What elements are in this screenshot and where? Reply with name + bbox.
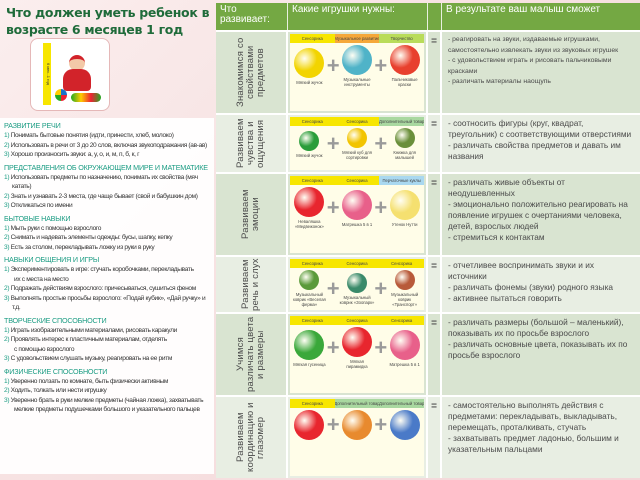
- plus-sign: +: [374, 275, 388, 301]
- toy-items: [290, 43, 424, 87]
- equals-sign: =: [428, 314, 442, 395]
- toy-items: [290, 126, 424, 160]
- section-heading: РАЗВИТИЕ РЕЧИ: [4, 121, 61, 130]
- header-result: В результате ваш малыш сможет: [446, 4, 601, 15]
- toy-caption: Мягкая пирамидка: [346, 359, 368, 369]
- skill-item: [4, 192, 210, 202]
- toy-caption: Матрешка 5 в 1: [341, 221, 373, 227]
- item-text: мелкие предметы подушечками большого и указательного пальцев: [14, 406, 200, 413]
- baby-photo: [30, 38, 110, 111]
- item-number: 2): [4, 192, 10, 200]
- item-text: Снимать и надевать элементы одежды: бусы, шапку, кепку: [10, 234, 173, 241]
- result-line: - самостоятельно выполнять действия с предметами: перекладывать, выкладывать, перемещать, проталкивать, стучать: [448, 400, 618, 432]
- toy-tags: [290, 176, 424, 185]
- toys-cell: [288, 115, 428, 172]
- category-label: Развиваем эмоции: [240, 189, 261, 240]
- toy-item: [340, 327, 375, 369]
- plus-sign: +: [326, 275, 340, 301]
- toys-image: [290, 259, 424, 310]
- toys-cell: [288, 32, 428, 113]
- toy-tag: Сенсорика: [379, 259, 424, 268]
- toy-image: [347, 128, 367, 148]
- toy-item: [292, 270, 327, 307]
- toy-tags: [290, 117, 424, 126]
- age-label: 6 мес.-1 год: [43, 43, 51, 105]
- category-cell: [216, 32, 288, 113]
- skill-item: [4, 265, 210, 275]
- item-text: Уверенно брать в руки мелкие предметы (чайная ложка), захватывать: [10, 396, 204, 404]
- result-cell: [442, 397, 640, 478]
- item-text: их с места на место: [14, 275, 69, 283]
- skill-item: [4, 150, 210, 160]
- category-label: Развиваем координацию и глазомер: [235, 402, 266, 473]
- toy-caption: Мягкая гусеница: [293, 361, 326, 367]
- toy-caption: Музыкальные инструменты: [343, 77, 371, 87]
- toy-image: [390, 190, 420, 220]
- toy-image: [342, 327, 372, 357]
- result-cell: [442, 174, 640, 255]
- result-line: - захватывать предмет ладонью, большим и указательным пальцами: [448, 433, 619, 454]
- category-label: Развиваем чувства и ощущения: [235, 118, 266, 169]
- plus-sign: +: [374, 195, 388, 220]
- toys-image: [290, 117, 424, 170]
- item-text: С удовольствием слушать музыку, реагировать на ее ритм: [10, 355, 173, 362]
- toy-image: [294, 187, 324, 217]
- skill-item: [4, 224, 210, 234]
- skill-item-continuation: [4, 405, 210, 415]
- result-line: - различать фонемы (звуки) родного языка: [448, 282, 613, 292]
- item-number: 3): [4, 151, 10, 158]
- caterpillar-image: [71, 93, 101, 102]
- toy-item: [340, 128, 375, 160]
- toy-tag: Сенсорика: [335, 117, 380, 126]
- result-line: - эмоционально положительно реагировать на появление игрушек с очертаниями человека, детей, взрослых людей: [448, 199, 628, 231]
- section-heading: ПРЕДСТАВЛЕНИЯ ОБ ОКРУЖАЮЩЕМ МИРЕ И МАТЕМАТИКЕ: [4, 162, 208, 172]
- toy-image: [390, 330, 420, 360]
- toy-image: [395, 128, 415, 148]
- skill-item: [4, 131, 210, 141]
- toy-image: [294, 48, 324, 78]
- table-row: [216, 312, 640, 395]
- toy-item: [387, 410, 422, 440]
- result-cell: [442, 115, 640, 172]
- skill-item: [4, 201, 210, 211]
- table-row: [216, 395, 640, 478]
- result-line: - стремиться к контактам: [448, 232, 545, 242]
- toy-caption: Музыкальный коврик «Веселая ферма»: [292, 292, 326, 307]
- toy-caption: Книжка для малышей: [393, 150, 416, 160]
- section-heading: НАВЫКИ ОБЩЕНИЯ И ИГРЫ: [4, 255, 100, 264]
- item-text: Уверенно ползать по комнате, быть физически активным: [10, 377, 169, 385]
- toy-item: [387, 190, 422, 227]
- result-line: - соотносить фигуры (круг, квадрат, треугольник) с соответствующими отверстиями: [448, 118, 632, 139]
- table-header: [216, 3, 640, 30]
- plus-sign: +: [374, 412, 388, 437]
- toy-item: [340, 190, 375, 227]
- toy-tag: Перчаточные куклы: [379, 176, 424, 185]
- result-line: - различать размеры (большой – маленький), показывать их по просьбе взрослого: [448, 317, 624, 338]
- toy-item: [340, 273, 375, 305]
- category-label: Развиваем речь и слух: [240, 258, 261, 311]
- equals-sign: =: [428, 32, 442, 113]
- toys-cell: [288, 314, 428, 395]
- toys-image: [290, 316, 424, 393]
- item-number: 3): [4, 355, 10, 362]
- item-number: 1): [4, 173, 10, 181]
- toy-caption: Утенок Нутти: [391, 221, 418, 227]
- item-text: Использовать в речи от 3 до 20 слов, включая звукоподражания (ав-ав): [10, 141, 207, 149]
- plus-sign: +: [326, 335, 340, 360]
- table-row: [216, 255, 640, 312]
- equals-sign: =: [428, 397, 442, 478]
- equals-sign: =: [428, 115, 442, 172]
- toy-image: [342, 410, 372, 440]
- toys-cell: [288, 397, 428, 478]
- toy-item: [340, 410, 375, 440]
- toy-image: [299, 270, 319, 290]
- item-text: Хорошо произносить звуки: а, у, о, и, м, п, б, к, г: [10, 151, 140, 158]
- equals-sign: =: [428, 174, 442, 255]
- toy-caption: Матрешка 5 в 1: [389, 361, 420, 367]
- toy-tags: [290, 34, 424, 43]
- toy-caption: Мягкий куб для сортировки: [342, 150, 372, 160]
- toy-caption: Музыкальный коврик «Зоопарк»: [339, 294, 375, 305]
- plus-sign: +: [326, 195, 340, 220]
- equals-sign: =: [428, 257, 442, 312]
- toy-caption: Мягкий жучок: [296, 152, 323, 158]
- skill-item: [4, 141, 210, 151]
- toy-image: [395, 270, 415, 290]
- toy-tag: Сенсорика: [335, 176, 380, 185]
- category-cell: [216, 257, 288, 312]
- toys-image: [290, 34, 424, 111]
- skill-item: [4, 294, 210, 313]
- plus-sign: +: [374, 53, 388, 78]
- page-title: Что должен уметь ребенок в возрасте 6 месяцев 1 год: [6, 5, 210, 37]
- toy-tag: Музыкальное развитие: [334, 36, 380, 41]
- skill-item-continuation: [4, 345, 210, 355]
- toys-cell: [288, 257, 428, 312]
- item-number: 3): [4, 294, 10, 302]
- toy-items: [290, 185, 424, 229]
- category-cell: [216, 115, 288, 172]
- toy-tag: Сенсорика: [290, 34, 335, 43]
- item-number: 1): [4, 377, 10, 385]
- item-text: Выполнять простые просьбы взрослого: «Подай кубик», «Дай ручку» и т.д.: [10, 294, 206, 311]
- skill-item: [4, 233, 210, 243]
- toy-caption: Неваляшка «Медвежонок»: [294, 219, 324, 229]
- header-toys: Какие игрушки нужны:: [288, 3, 428, 30]
- toy-item: [292, 410, 327, 440]
- toy-tags: [290, 259, 424, 268]
- toys-image: [290, 176, 424, 253]
- toy-item: [292, 330, 327, 367]
- toy-item: [292, 48, 327, 85]
- toy-image: [390, 45, 420, 75]
- plus-sign: +: [374, 335, 388, 360]
- header-what: Что развивает:: [216, 3, 288, 30]
- skill-item: [4, 243, 210, 253]
- item-text: Знать и узнавать 2-3 места, где чаще бывает (свой и бабушкин дом): [10, 192, 198, 200]
- result-cell: [442, 257, 640, 312]
- category-cell: [216, 314, 288, 395]
- toy-tag: Сенсорика: [290, 316, 335, 325]
- toy-tag: Дополнительный товар: [379, 401, 425, 406]
- table-row: [216, 113, 640, 172]
- plus-sign: +: [326, 412, 340, 437]
- item-text: Играть изобразительными материалами, рисовать каракули: [10, 326, 177, 334]
- toy-tag: Сенсорика: [290, 399, 335, 408]
- category-label: Знакомимся со свойствами предметов: [235, 37, 266, 108]
- toy-tag: Дополнительный товар: [379, 119, 425, 124]
- result-line: - реагировать на звуки, издаваемые игрушками, самостоятельно извлекать звуки из звуковых игрушек: [448, 36, 619, 54]
- plus-sign: +: [326, 131, 340, 156]
- toy-tag: Сенсорика: [379, 316, 424, 325]
- item-number: 2): [4, 387, 10, 394]
- toy-items: [290, 325, 424, 369]
- toy-image: [299, 131, 319, 151]
- toy-items: [290, 268, 424, 307]
- skill-item: [4, 354, 210, 364]
- item-number: 1): [4, 132, 10, 139]
- item-text: Проявлять интерес к пластичным материалам, отделять: [10, 336, 167, 343]
- toys-image: [290, 399, 424, 476]
- toy-tag: Сенсорика: [290, 117, 335, 126]
- skill-item: [4, 386, 210, 396]
- category-cell: [216, 397, 288, 478]
- toy-items: [290, 408, 424, 440]
- toy-tag: Сенсорика: [290, 259, 335, 268]
- header-eq: [428, 3, 442, 30]
- toys-table: [216, 3, 640, 478]
- result-line: - различать материалы наощупь: [448, 78, 551, 85]
- toy-item: [340, 45, 375, 87]
- toys-cell: [288, 174, 428, 255]
- section-heading: БЫТОВЫЕ НАВЫКИ: [4, 213, 71, 223]
- section-heading: ТВОРЧЕСКИЕ СПОСОБНОСТИ: [4, 315, 107, 325]
- skill-item: [4, 284, 210, 294]
- toy-image: [294, 330, 324, 360]
- item-text: Ходить, толкать или нести игрушку: [10, 387, 107, 394]
- plus-sign: +: [326, 53, 340, 78]
- skill-item: [4, 173, 210, 192]
- table-row: [216, 172, 640, 255]
- toy-tag: Сенсорика: [335, 259, 380, 268]
- section-heading: ФИЗИЧЕСКИЕ СПОСОБНОСТИ: [4, 366, 108, 376]
- item-text: Использовать предметы по назначению, понимать их свойства (мяч катать): [10, 173, 198, 190]
- item-number: 2): [4, 234, 10, 241]
- item-number: 2): [4, 336, 10, 343]
- item-number: 3): [4, 202, 10, 209]
- skill-item: [4, 396, 210, 406]
- item-text: с помощью взрослого: [14, 345, 75, 353]
- item-text: Подражать действиям взрослого: причесываться, сушиться феном: [10, 285, 196, 292]
- result-cell: [442, 314, 640, 395]
- item-number: 1): [4, 224, 10, 232]
- result-cell: [442, 32, 640, 113]
- toy-image: [294, 410, 324, 440]
- toy-item: [292, 131, 327, 158]
- item-number: 3): [4, 243, 10, 251]
- result-line: - различать основные цвета, показывать их по просьбе взрослого: [448, 339, 628, 360]
- item-number: 3): [4, 396, 10, 404]
- item-number: 2): [4, 141, 10, 149]
- category-cell: [216, 174, 288, 255]
- item-number: 1): [4, 326, 10, 334]
- toy-item: [387, 45, 422, 87]
- toy-caption: Мягкий жучок: [296, 79, 323, 85]
- toy-image: [390, 410, 420, 440]
- item-number: 1): [4, 266, 10, 273]
- result-line: - различать живые объекты от неодушевленных: [448, 177, 565, 198]
- plus-sign: +: [374, 131, 388, 156]
- item-text: Понимать бытовые понятия (идти, принести, хлеб, молоко): [10, 132, 174, 139]
- toy-image: [342, 190, 372, 220]
- item-text: Экспериментировать в игре: стучать коробочками, перекладывать: [10, 266, 194, 273]
- skill-item: [4, 326, 210, 336]
- toy-tag: Творчество: [379, 34, 424, 43]
- toy-item: [292, 187, 327, 229]
- toy-tags: [290, 399, 424, 408]
- ball-image: [55, 89, 67, 101]
- toy-caption: Музыкальный коврик «Транспорт»: [391, 292, 419, 307]
- toy-image: [342, 45, 372, 75]
- skill-item-continuation: [4, 275, 210, 285]
- baby-body-image: [63, 69, 91, 91]
- skill-item: [4, 335, 210, 345]
- toy-item: [387, 330, 422, 367]
- toy-caption: Пальчиковые краски: [391, 77, 418, 87]
- toy-image: [347, 273, 367, 293]
- category-label: Учимся различать цвета и размеры: [235, 316, 266, 393]
- table-row: [216, 30, 640, 113]
- item-text: Мыть руки с помощью взрослого: [10, 224, 102, 232]
- item-text: Откликаться по имени: [10, 202, 73, 209]
- skill-item: [4, 377, 210, 387]
- toy-item: [387, 270, 422, 307]
- item-text: Есть за столом, перекладывать ложку из руки в руку: [10, 243, 155, 251]
- item-number: 2): [4, 285, 10, 292]
- result-line: - активнее пытаться говорить: [448, 293, 562, 303]
- skills-panel: [0, 118, 214, 474]
- toy-tags: [290, 316, 424, 325]
- result-line: - отчетливее воспринимать звуки и их источники: [448, 260, 594, 281]
- toy-tag: Дополнительный товар: [334, 401, 380, 406]
- toy-item: [387, 128, 422, 160]
- toy-tag: Сенсорика: [335, 316, 380, 325]
- result-line: - различать свойства предметов и давать им названия: [448, 140, 621, 161]
- toy-tag: Сенсорика: [290, 176, 335, 185]
- result-line: - с удовольствием играть и рисовать пальчиковыми красками: [448, 57, 612, 75]
